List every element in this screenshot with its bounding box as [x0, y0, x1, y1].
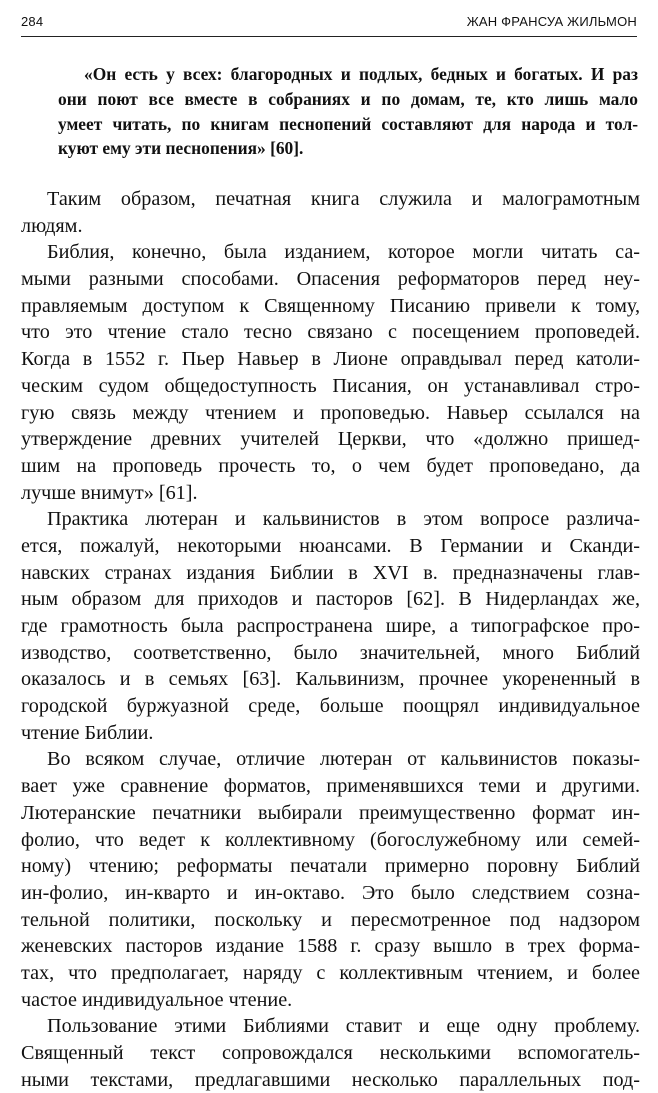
text-line: лучше внимут» [61].: [21, 481, 198, 504]
text-line: тельной политики, поскольку и пересмотренное под надзором: [21, 908, 640, 931]
page-number: 284: [21, 14, 44, 29]
text-line: фолио, что ведет к коллективному (богослужебному или семей-: [21, 828, 640, 851]
text-line: оказалось и в семьях [63]. Кальвинизм, прочнее укорененный в: [21, 668, 640, 691]
text-line: правляемым доступом к Священному Писанию привели к тому,: [21, 294, 640, 317]
text-line: Во всяком случае, отличие лютеран от кальвинистов показы-: [47, 748, 640, 771]
text-line: Практика лютеран и кальвинистов в этом вопросе различа-: [47, 508, 640, 531]
text-line: ин-фолио, ин-кварто и ин-октаво. Это было следствием созна-: [21, 881, 640, 904]
text-line: Священный текст сопровождался несколькими вспомогатель-: [21, 1042, 640, 1064]
body-text: [21, 186, 640, 1093]
text-line: ется, пожалуй, некоторыми нюансами. В Германии и Сканди-: [21, 534, 640, 557]
text-line: частое индивидуальное чтение.: [21, 988, 293, 1011]
text-line: что это чтение стало тесно связано с посещением проповедей.: [21, 321, 640, 344]
text-line: шим на проповедь прочесть то, о чем будет проповедано, да: [21, 454, 640, 477]
text-line: навских странах издания Библии в XVI в. предназначены глав-: [21, 561, 640, 584]
text-line: ному) чтению; реформаты печатали примерно поровну Библий: [21, 855, 640, 878]
text-line: Лютеранские печатники выбирали преимущественно формат ин-: [21, 801, 640, 824]
text-line: городской буржуазной среде, больше поощрял индивидуальное: [21, 695, 640, 718]
text-line: чтение Библии.: [21, 721, 154, 744]
quote-line: «Он есть у всех: благородных и подлых, бедных и богатых. И раз: [84, 64, 638, 84]
text-line: вает уже сравнение форматов, применявшихся теми и другими.: [21, 775, 640, 798]
text-line: тах, что предполагает, наряду с коллективным чтением, и более: [21, 961, 640, 984]
text-line: Когда в 1552 г. Пьер Навьер в Лионе оправдывал перед католи-: [21, 348, 640, 371]
text-line: изводство, соответственно, было значительней, много Библий: [21, 641, 640, 664]
text-line: Пользование этими Библиями ставит и еще одну проблему.: [47, 1015, 640, 1038]
text-line: ным образом для приходов и пасторов [62]. В Нидерландах же,: [21, 588, 640, 611]
running-header: [21, 6, 637, 37]
text-line: людям.: [21, 214, 83, 237]
text-line: мыми разными способами. Опасения реформаторов перед неу-: [21, 268, 640, 291]
block-quote: [58, 62, 638, 161]
quote-line: они поют все вместе в собраниях и по домам, те, кто лишь мало: [58, 88, 638, 109]
text-line: ческим судом общедоступность Писания, он устанавливал стро-: [21, 374, 640, 397]
text-line: гую связь между чтением и проповедью. Навьер ссылался на: [21, 401, 640, 424]
text-line: утверждение древних учителей Церкви, что «должно пришед-: [21, 428, 640, 451]
quote-line: куют ему эти песнопения» [60].: [58, 138, 304, 159]
running-title: ЖАН ФРАНСУА ЖИЛЬМОН: [466, 14, 637, 29]
text-line: Библия, конечно, была изданием, которое могли читать са-: [47, 241, 640, 264]
text-line: Таким образом, печатная книга служила и малограмотным: [47, 188, 640, 210]
quote-line: умеет читать, по книгам песнопений составляют для народа и тол-: [58, 113, 638, 134]
text-line: женевских пасторов издание 1588 г. сразу вышло в трех форма-: [21, 935, 640, 958]
text-line: ными текстами, предлагавшими несколько параллельных под-: [21, 1068, 640, 1091]
text-line: где грамотность была распространена шире, а типографское про-: [21, 615, 640, 637]
